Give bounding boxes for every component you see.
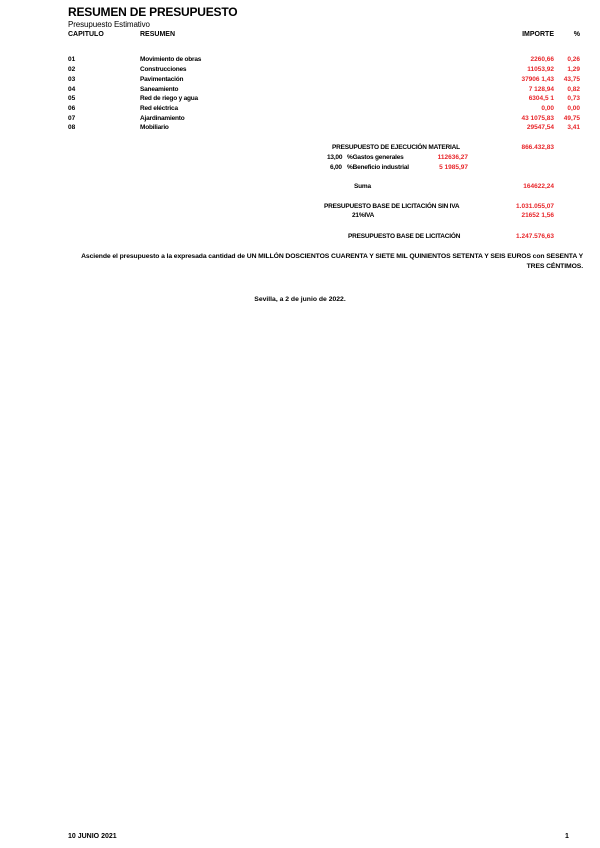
chapter-code: 04	[68, 86, 76, 93]
pbl-sin-iva-label: PRESUPUESTO BASE DE LICITACIÓN SIN IVA	[324, 203, 460, 210]
pbl-label: PRESUPUESTO BASE DE LICITACIÓN	[348, 233, 461, 240]
chapter-code: 08	[68, 124, 76, 131]
chapter-percent: 0,00	[567, 105, 580, 112]
page-subtitle: Presupuesto Estimativo	[68, 20, 150, 29]
chapter-name: Movimiento de obras	[140, 56, 202, 63]
column-header-importe: IMPORTE	[522, 31, 554, 38]
chapter-amount: 43 1075,83	[521, 115, 554, 122]
chapter-percent: 1,29	[567, 66, 580, 73]
chapter-name: Red eléctrica	[140, 105, 178, 112]
chapter-name: Construcciones	[140, 66, 187, 73]
pem-label: PRESUPUESTO DE EJECUCIÓN MATERIAL	[332, 144, 460, 151]
amount-in-words: Asciende el presupuesto a la expresada cantidad de UN MILLÓN DOSCIENTOS CUARENTA Y SIETE MIL QUINIENTOS SETENTA Y SEIS EUROS con SESENTA Y TRES CÉNTIMOS.	[81, 253, 583, 270]
page-number: 1	[565, 833, 569, 840]
bi-value: 5 1985,97	[439, 164, 468, 171]
chapter-percent: 49,75	[563, 115, 580, 122]
chapter-name: Pavimentación	[140, 76, 184, 83]
chapter-amount: 0,00	[541, 105, 554, 112]
pbl-value: 1.247.576,63	[516, 233, 554, 240]
chapter-percent: 0,26	[567, 56, 580, 63]
chapter-amount: 29547,54	[526, 124, 554, 131]
gg-value: 112636,27	[437, 154, 468, 161]
chapter-code: 05	[68, 95, 76, 102]
chapter-code: 06	[68, 105, 76, 112]
gg-label: %Gastos generales	[347, 154, 404, 161]
chapter-code: 01	[68, 56, 76, 63]
footer-date: 10 JUNIO 2021	[68, 833, 117, 840]
suma-label: Suma	[354, 183, 371, 190]
chapter-code: 02	[68, 66, 76, 73]
chapter-amount: 11053,92	[527, 66, 554, 73]
suma-value: 164622,24	[523, 183, 554, 190]
chapter-amount: 2260,66	[530, 56, 554, 63]
iva-value: 21652 1,56	[521, 212, 554, 219]
chapter-name: Red de riego y agua	[140, 95, 198, 102]
chapter-percent: 43,75	[563, 76, 580, 83]
column-header-resumen: RESUMEN	[140, 31, 176, 38]
column-header-capitulo: CAPITULO	[68, 31, 104, 38]
chapter-amount: 6304,5 1	[528, 95, 554, 102]
chapter-amount: 7 128,94	[528, 86, 554, 93]
chapter-percent: 3,41	[567, 124, 580, 131]
pem-value: 866.432,83	[521, 144, 554, 151]
gg-percent: 13,00	[327, 154, 343, 161]
chapter-name: Mobiliario	[140, 124, 169, 131]
chapter-percent: 0,82	[567, 86, 580, 93]
bi-label: %Beneficio industrial	[347, 164, 409, 171]
chapter-amount: 37906 1,43	[521, 76, 554, 83]
chapter-name: Ajardinamiento	[140, 115, 185, 122]
bi-percent: 6,00	[330, 164, 342, 171]
iva-label: 21%IVA	[352, 212, 375, 219]
chapter-name: Saneamiento	[140, 86, 179, 93]
chapter-code: 07	[68, 115, 76, 122]
column-header-percent: %	[573, 31, 580, 38]
chapter-percent: 0,73	[567, 95, 580, 102]
place-date: Sevilla, a 2 de junio de 2022.	[254, 296, 346, 303]
pbl-sin-iva-value: 1.031.055,07	[516, 203, 554, 210]
page-title: RESUMEN DE PRESUPUESTO	[68, 5, 238, 19]
chapter-code: 03	[68, 76, 76, 83]
